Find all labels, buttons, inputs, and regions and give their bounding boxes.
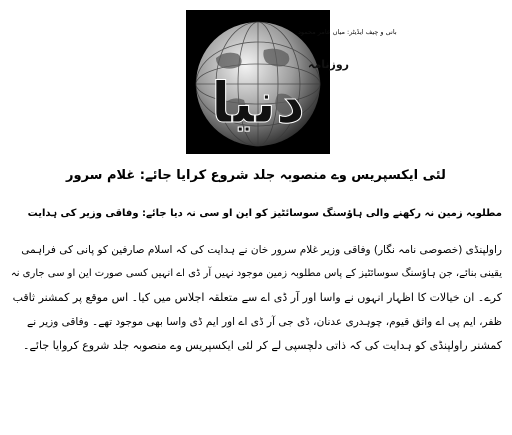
dunya-masthead-logo xyxy=(186,10,397,154)
article-body-line: کرے۔ ان خیالات کا اظہار انہوں نے واسا اور آر ڈی اے سے متعلقہ اجلاس میں کیا۔ اس موقع پر کمشنر ثاقب xyxy=(12,291,502,304)
masthead-founder-line: بانی و چیف ایڈیٹر: میاں عامر محمود xyxy=(298,28,397,36)
article-headline: لئی ایکسپریس وے منصوبہ جلد شروع کرایا جائے: غلام سرور xyxy=(66,168,446,183)
masthead-name: دنیا xyxy=(211,71,305,136)
article-subheadline: مطلوبہ زمین نہ رکھنے والی ہاؤسنگ سوسائٹیز کو این او سی نہ دیا جائے: وفاقی وزیر کی ہدایت xyxy=(27,208,502,219)
masthead-prefix: روزنامہ xyxy=(308,58,350,71)
article-body-line: یقینی بنائے، جن ہاؤسنگ سوسائٹیز کے پاس مطلوبہ زمین موجود نہیں آر ڈی اے انہیں کسی صورت این او سی جاری نہ xyxy=(10,268,502,279)
article-body-line: کمشنر راولپنڈی کو ہدایت کی کہ ذاتی دلچسپی لے کر لئی ایکسپریس وے منصوبہ جلد شروع کروایا جائے۔ xyxy=(23,339,502,352)
article-body-line: ظفر، ایم پی اے واثق قیوم، چوہدری عدنان، ڈی جی آر ڈی اے اور ایم ڈی واسا بھی موجود تھے۔ وفاقی وزیر نے xyxy=(27,316,502,328)
article-body-line: راولپنڈی (خصوصی نامہ نگار) وفاقی وزیر غلام سرور خان نے ہدایت کی کہ اسلام صارفین کو پانی کی فراہمی xyxy=(21,244,502,256)
globe-icon xyxy=(186,10,397,154)
